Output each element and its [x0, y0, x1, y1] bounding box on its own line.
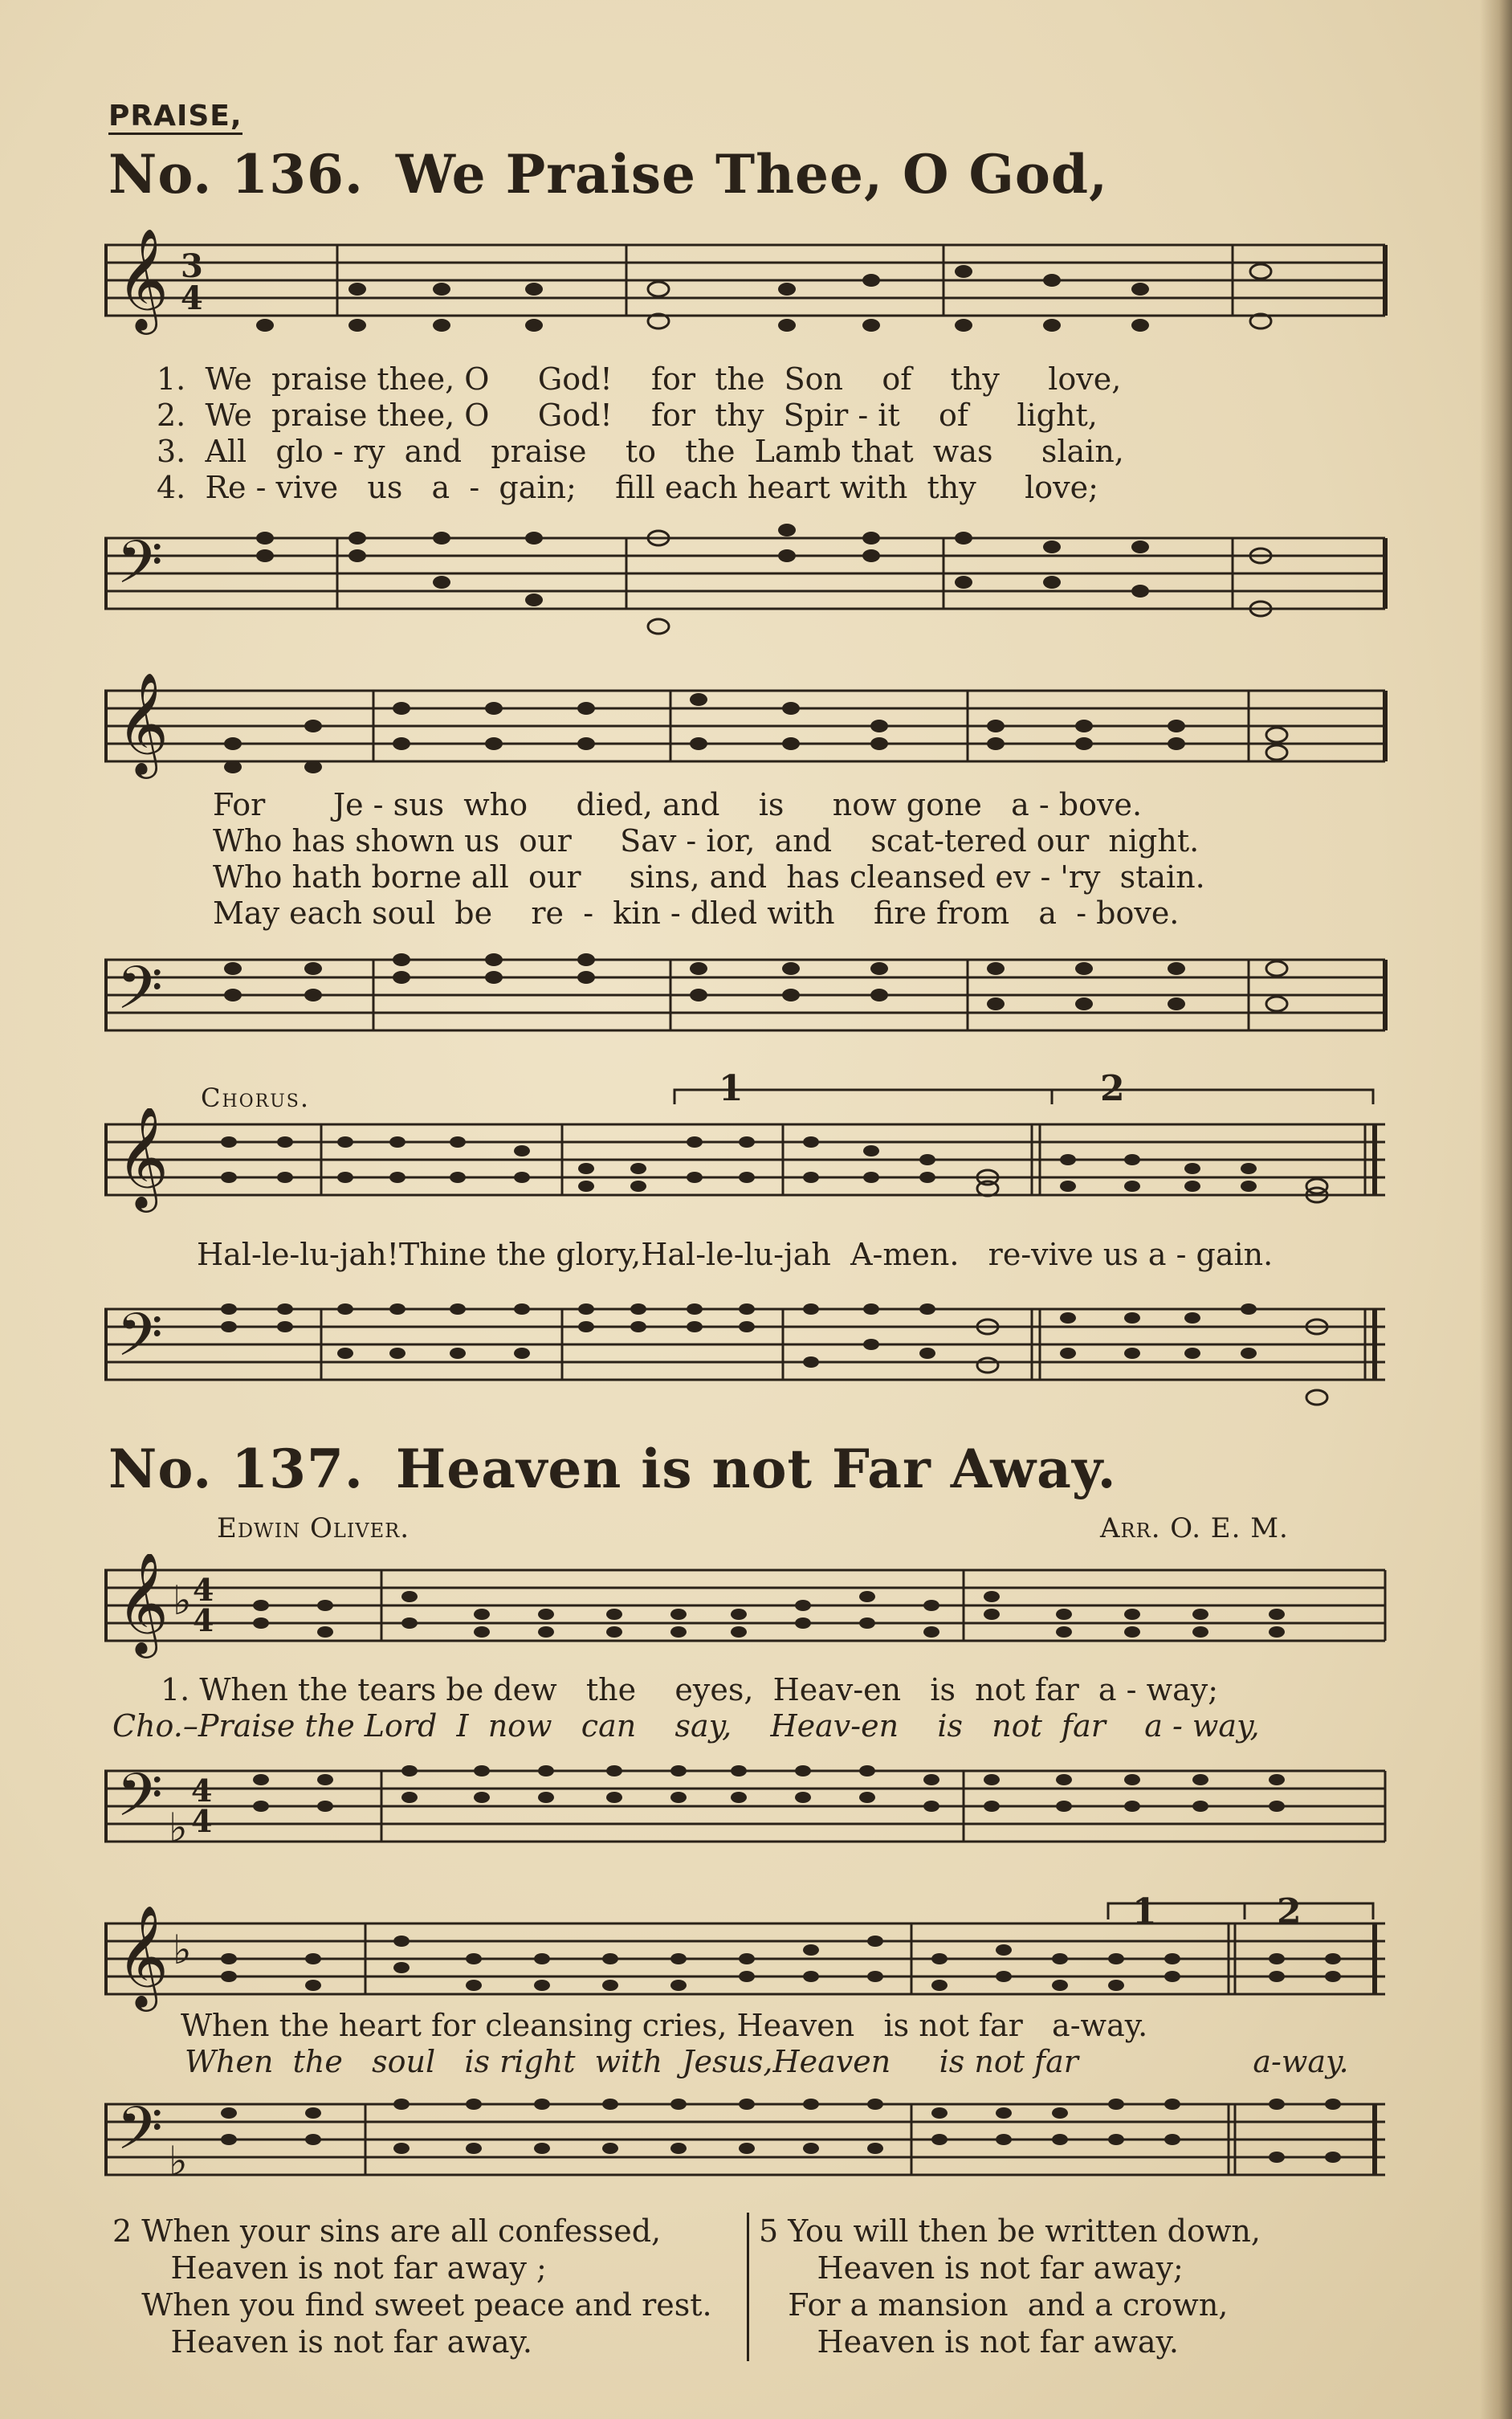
- hymn-136-title: We Praise Thee, O God,: [395, 143, 1108, 206]
- hymn-136-treble-staff-1: [104, 229, 1389, 341]
- hymn-136-chorus-lyrics: Hal-le-lu-jah!Thine the glory,Hal-le-lu-jah A-men. re-vive us a - gain.: [197, 1237, 1274, 1272]
- hymn-136-chorus-bass-staff: [104, 1277, 1389, 1422]
- hymn-136-verse-2-system-1: 2. We praise thee, O God! for thy Spir - it of light,: [157, 398, 1098, 433]
- hymn-137-bass-staff-2: [104, 2080, 1389, 2209]
- svg-text:4: 4: [181, 279, 203, 317]
- hymn-137-verse-2: 2 When your sins are all confessed, Heaven is not far away ; When you find sweet peace and rest. Heaven is not far away.: [112, 2213, 712, 2360]
- hymn-136-bass-staff-1: [104, 514, 1389, 659]
- hymn-137-chorus-line-2: When the soul is right with Jesus,Heaven is not far a-way.: [185, 2044, 1349, 2079]
- svg-text:𝄞: 𝄞: [116, 1554, 169, 1654]
- hymn-136-verse-4-system-2: May each soul be re - kin - dled with fire from a - bove.: [213, 895, 1180, 931]
- hymn-137-bass-staff-1: [104, 1747, 1389, 1859]
- hymn-136-ending-2: 2: [1100, 1068, 1125, 1109]
- hymn-137-treble-staff-2: [104, 1899, 1389, 2020]
- hymn-137-verse-1-line-2: When the heart for cleansing cries, Heaven is not far a-way.: [181, 2008, 1148, 2043]
- chorus-label: Chorus.: [201, 1083, 311, 1113]
- hymn-137-number: No. 137.: [108, 1438, 364, 1500]
- hymn-137-chorus-line-1: Cho.–Praise the Lord I now can say, Heav-en is not far a - way,: [112, 1708, 1260, 1744]
- hymn-137-author: Edwin Oliver.: [217, 1512, 410, 1544]
- hymn-136-treble-staff-2: [104, 667, 1389, 787]
- svg-text:𝄢: 𝄢: [116, 953, 163, 1038]
- hymn-136-verse-3-system-1: 3. All glo - ry and praise to the Lamb that was slain,: [157, 434, 1124, 469]
- hymn-136-ending-1: 1: [719, 1068, 744, 1109]
- hymn-136-verse-3-system-2: Who hath borne all our sins, and has cleansed ev - 'ry stain.: [213, 859, 1205, 895]
- hymn-136-bass-staff-2: [104, 936, 1389, 1056]
- hymn-136-ending-brackets: [104, 1080, 1389, 1112]
- hymn-137-title-line: [108, 1438, 1117, 1500]
- svg-text:4: 4: [191, 1772, 213, 1809]
- hymn-137-ending-1: 1: [1132, 1891, 1157, 1932]
- svg-text:♭: ♭: [169, 2138, 188, 2184]
- hymn-137-verse-5: 5 You will then be written down, Heaven is not far away; For a mansion and a crown, Heaven is not far away.: [759, 2213, 1261, 2360]
- hymn-136-number: No. 136.: [108, 143, 364, 206]
- svg-text:𝄞: 𝄞: [116, 671, 169, 774]
- svg-text:𝄢: 𝄢: [116, 1300, 163, 1385]
- hymn-137-title: Heaven is not Far Away.: [395, 1438, 1117, 1500]
- svg-text:4: 4: [191, 1803, 213, 1839]
- hymn-136-verse-2-system-2: Who has shown us our Sav - ior, and scat-tered our night.: [213, 823, 1200, 859]
- hymn-137-ending-2: 2: [1277, 1891, 1302, 1932]
- hymn-137-verse-1-line-1: 1. When the tears be dew the eyes, Heav-en is not far a - way;: [161, 1672, 1219, 1707]
- svg-text:3: 3: [181, 247, 203, 285]
- svg-text:𝄞: 𝄞: [116, 1108, 169, 1208]
- hymn-136-chorus-treble-staff: [104, 1108, 1389, 1229]
- svg-text:𝄢: 𝄢: [116, 528, 163, 612]
- svg-text:4: 4: [193, 1572, 214, 1608]
- svg-text:𝄢: 𝄢: [116, 1760, 163, 1845]
- svg-text:𝄞: 𝄞: [116, 1904, 169, 2007]
- hymn-136-verse-1-system-2: For Je - sus who died, and is now gone a - bove.: [213, 787, 1143, 822]
- section-label: PRAISE,: [108, 100, 242, 135]
- verse-column-divider: [747, 2213, 749, 2361]
- hymn-136-title-line: [108, 143, 1108, 206]
- svg-text:♭: ♭: [173, 1927, 192, 1973]
- svg-text:𝄢: 𝄢: [116, 2094, 163, 2178]
- svg-text:♭: ♭: [169, 1805, 188, 1851]
- svg-text:♭: ♭: [173, 1577, 192, 1624]
- svg-text:𝄞: 𝄞: [116, 229, 169, 330]
- hymn-137-treble-staff-1: [104, 1554, 1389, 1666]
- hymn-136-verse-4-system-1: 4. Re - vive us a - gain; fill each heart with thy love;: [157, 470, 1098, 505]
- page-edge-shadow: [1480, 0, 1512, 2419]
- svg-text:4: 4: [193, 1602, 214, 1638]
- hymn-137-arranger: Arr. O. E. M.: [1100, 1512, 1289, 1544]
- hymn-136-verse-1-system-1: 1. We praise thee, O God! for the Son of thy love,: [157, 361, 1122, 397]
